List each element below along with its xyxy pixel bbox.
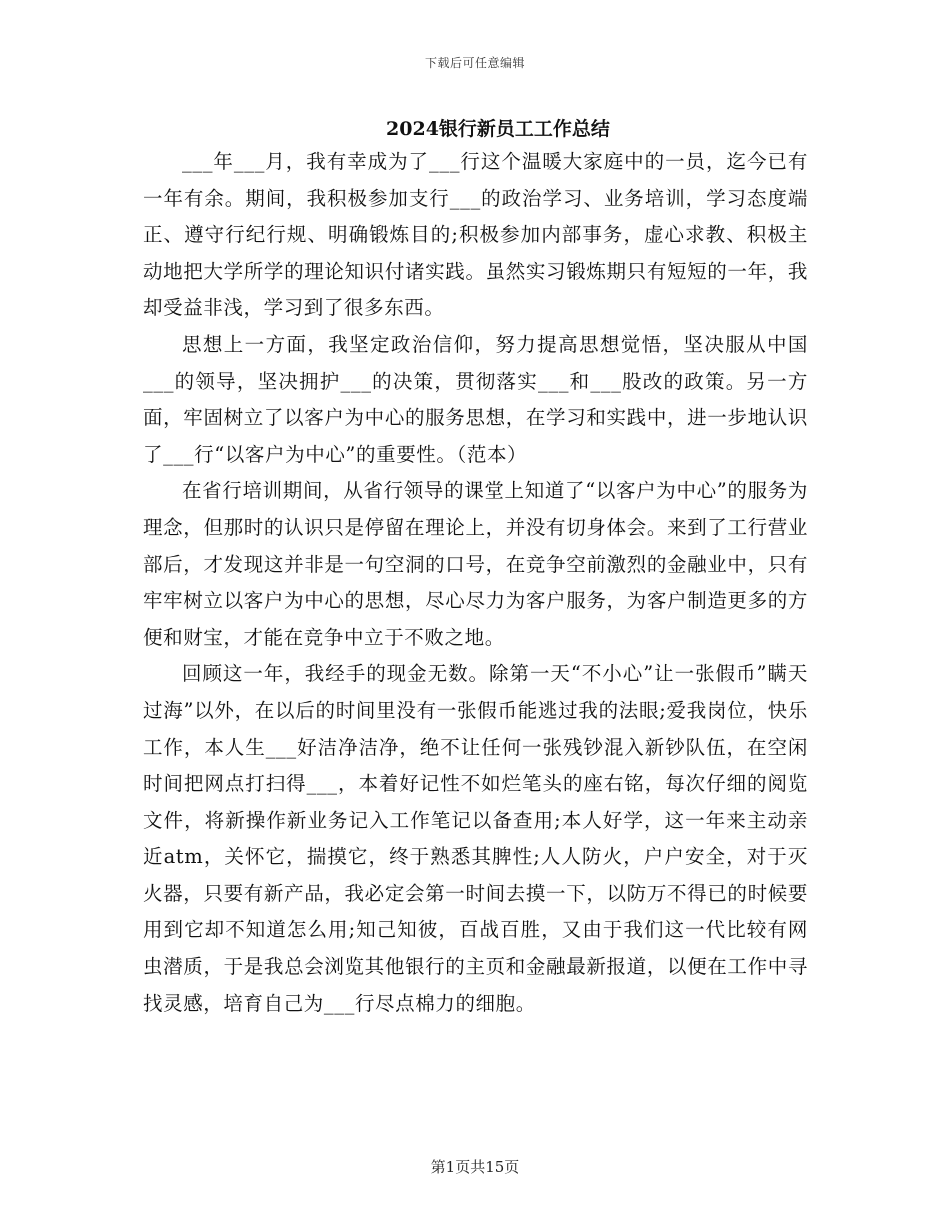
document-title: 2024银行新员工工作总结 bbox=[386, 118, 610, 140]
paragraph-review: 回顾这一年，我经手的现金无数。除第一天“不小心”让一张假币”瞒天过海”以外，在以后的时间里没有一张假币能逃过我的法眼;爱我岗位，快乐工作，本人生___好洁净洁净，绝不让任何一张残钞混入新钞队伍，在空闲时间把网点打扫得___，本着好记性不如烂笔头的座右铭，每次仔细的阅览文件，将新操作新业务记入工作笔记以备查用;本人好学，这一年来主动亲近atm，关怀它，揣摸它，终于熟悉其脾性;人人防火，户户安全，对于灭火器，只要有新产品，我必定会第一时间去摸一下，以防万不得已的时候要用到它却不知道怎么用;知己知彼，百战百胜，又由于我们这一代比较有网虫潜质，于是我总会浏览其他银行的主页和金融最新报道，以便在工作中寻找灵感，培育自己为___行尽点棉力的细胞。 bbox=[143, 662, 808, 1015]
paragraph-intro: ___年___月，我有幸成为了___行这个温暖大家庭中的一员，迄今已有一年有余。期间，我积极参加支行___的政治学习、业务培训，学习态度端正、遵守行纪行规、明确锻炼目的;积极参加内部事务，虚心求教、积极主动地把大学所学的理论知识付诸实践。虽然实习锻炼期只有短短的一年，我却受益非浅，学习到了很多东西。 bbox=[143, 150, 808, 320]
document-body bbox=[143, 144, 808, 1022]
page-number: 第1页共15页 bbox=[430, 1158, 520, 1176]
header-note: 下载后可任意编辑 bbox=[424, 56, 525, 70]
paragraph-ideology: 思想上一方面，我坚定政治信仰，努力提高思想觉悟，坚决服从中国___的领导，坚决拥护___的决策，贯彻落实___和___股改的政策。另一方面，牢固树立了以客户为中心的服务思想，在学习和实践中，进一步地认识了___行“以客户为中心”的重要性。（范本） bbox=[143, 332, 808, 466]
paragraph-training: 在省行培训期间，从省行领导的课堂上知道了“以客户为中心”的服务为理念，但那时的认识只是停留在理论上，并没有切身体会。来到了工行营业部后，才发现这并非是一句空洞的口号，在竞争空前激烈的金融业中，只有牢牢树立以客户为中心的思想，尽心尽力为客户服务，为客户制造更多的方便和财宝，才能在竞争中立于不败之地。 bbox=[143, 479, 808, 649]
